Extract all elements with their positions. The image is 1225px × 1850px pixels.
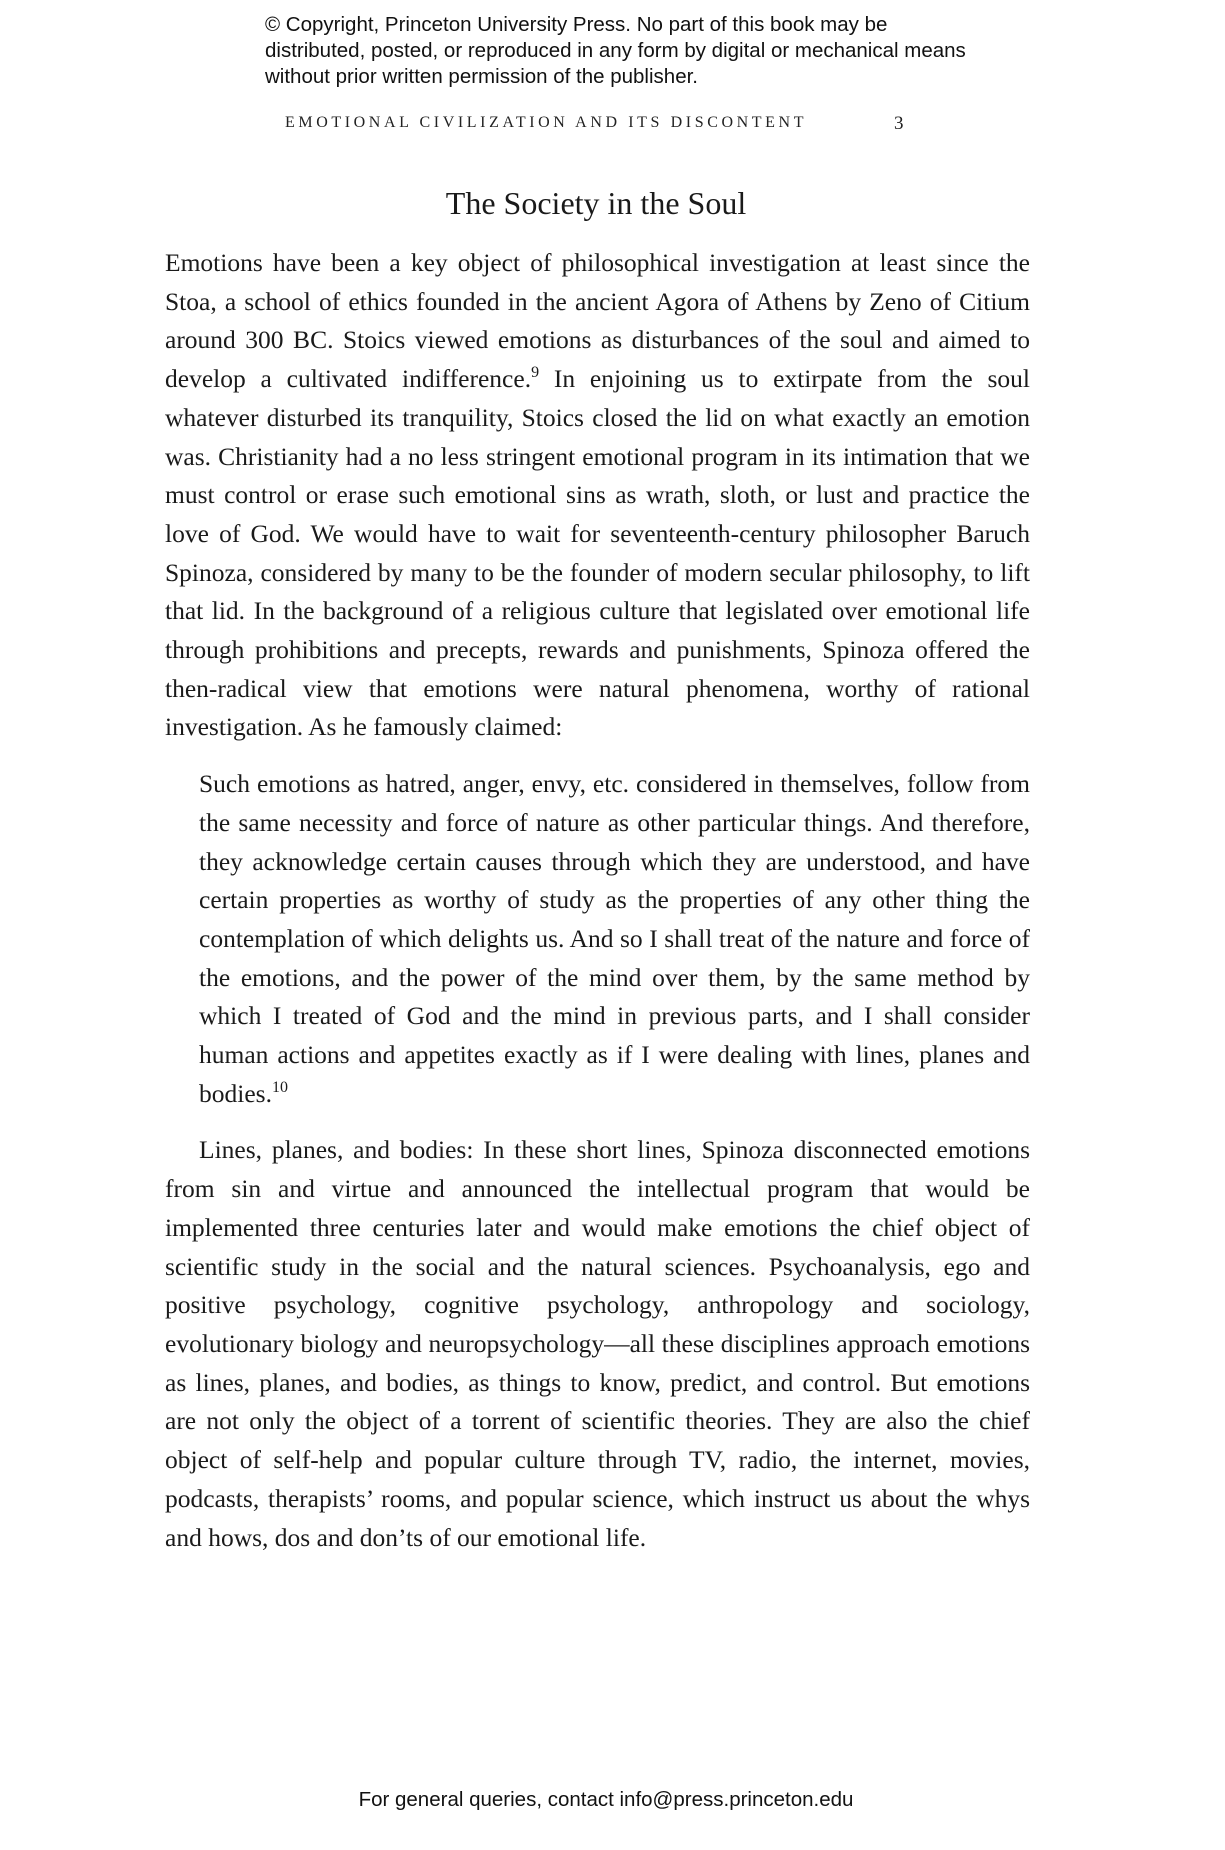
copyright-notice: © Copyright, Princeton University Press. No part of this book may be distributed, posted, or reproduced in any form by digital or mechanical means without prior written permission of the publisher. [265, 13, 966, 88]
body-text [165, 244, 1030, 1557]
block-quote-text: Such emotions as hatred, anger, envy, etc. considered in themselves, follow from the same necessity and force of nature as other particular things. And therefore, they acknowledge certain causes through which they are understood, and have certain properties as worthy of study as the properties of any other thing the contemplation of which delights us. And so I shall treat of the nature and force of the emotions, and the power of the mind over them, by the same method by which I treated of God and the mind in previous parts, and I shall consider human actions and appetites exactly as if I were dealing with lines, planes and bodies. [199, 769, 1030, 1108]
paragraph-1-part-b: In enjoining us to extirpate from the soul whatever disturbed its tranquility, Stoics closed the lid on what exactly an emotion was. Christianity had a no less stringent emotional program in its intimation that we must control or erase such emotional sins as wrath, sloth, or lust and practice the love of God. We would have to wait for seventeenth-century philosopher Baruch Spinoza, considered by many to be the founder of modern secular philosophy, to lift that lid. In the background of a religious culture that legislated over emotional life through prohibitions and precepts, rewards and punishments, Spinoza offered the then-radical view that emotions were natural phenomena, worthy of rational investigation. As he famously claimed: [165, 364, 1030, 742]
section-title: The Society in the Soul [445, 185, 747, 221]
note-reference-9: 9 [531, 364, 540, 382]
block-quote [199, 765, 1030, 1113]
paragraph-1-part-a: Emotions have been a key object of philosophical investigation at least since the Stoa, a school of ethics founded in the ancient Agora of Athens by Zeno of Citium around 300 BC. Stoics viewed emotions as disturbances of the soul and aimed to develop a cultivated indifference. [165, 248, 1030, 394]
paragraph-2: Lines, planes, and bodies: In these short lines, Spinoza disconnected emotions from sin and virtue and announced the intellectual program that would be implemented three centuries later and would make emotions the chief object of scientific study in the social and the natural sciences. Psychoanalysis, ego and positive psychology, cognitive psychology, anthropology and sociology, evolutionary biology and neuropsychology—all these disciplines approach emotions as lines, planes, and bodies, as things to know, predict, and control. But emotions are not only the object of a torrent of scientific theories. They are also the chief object of self-help and popular culture through TV, radio, the internet, movies, podcasts, therapists’ rooms, and popular science, which instruct us about the whys and hows, dos and don’ts of our emotional life. [165, 1135, 1030, 1552]
running-head [285, 114, 905, 132]
running-head-title: EMOTIONAL CIVILIZATION AND ITS DISCONTENT [285, 114, 808, 131]
page-number: 3 [894, 113, 904, 134]
note-reference-10: 10 [271, 1078, 288, 1096]
footer-contact: For general queries, contact info@press.princeton.edu [358, 1788, 854, 1811]
paragraph-1 [165, 244, 1030, 747]
